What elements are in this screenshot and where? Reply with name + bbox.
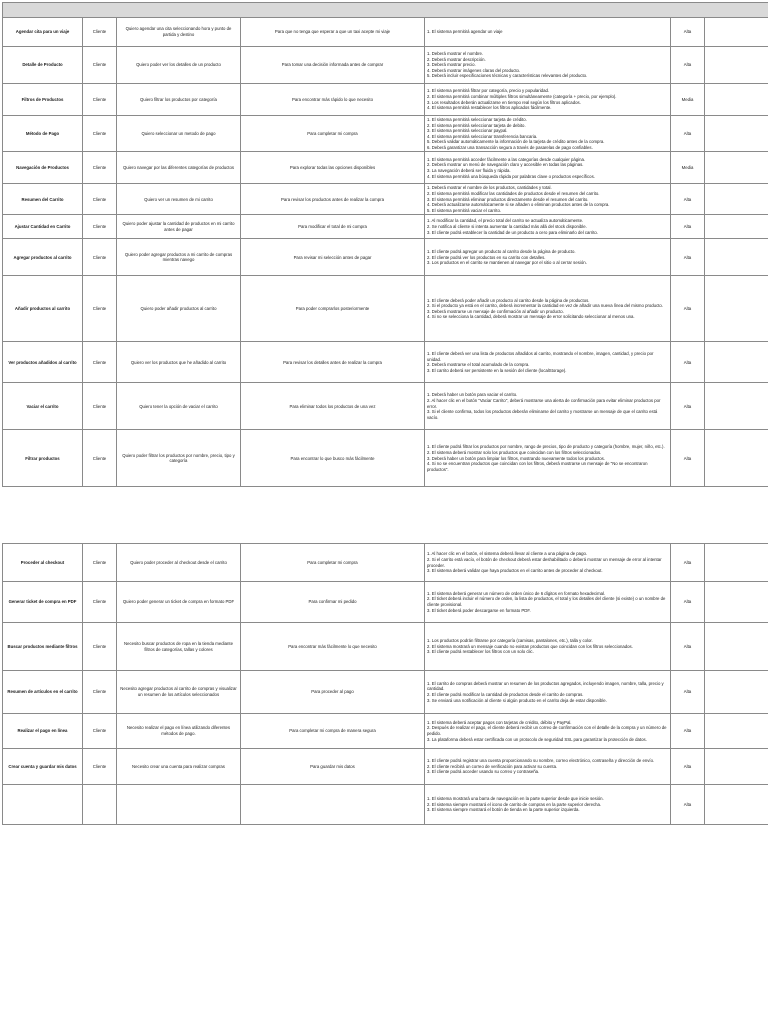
- table-row: [3, 84, 768, 116]
- actor-cell: Cliente: [83, 430, 117, 487]
- table-row: [3, 749, 768, 785]
- extra-cell: [705, 47, 768, 84]
- criteria-cell: 1. Al hacer clic en el botón, el sistema deberá llevar al cliente a una página de pago. 2. Si el carrito está vacío, el botón de checkout deberá estar deshabilitado o deberá mostrar un mensaje de error al intentar proceder. 3. El sistema deberá validar que haya productos en el carrito antes de proceder al checkout.: [425, 544, 671, 582]
- priority-cell: Alta: [671, 47, 705, 84]
- criteria-cell: 1. Los productos podrán filtrarse por categoría (camisas, pantalones, etc.), talla y color. 2. El sistema mostrará un mensaje cuando no existan productos que coincidan con los filtros seleccionados. 3. El cliente podrá restablecer los filtros con un solo clic.: [425, 623, 671, 671]
- extra-cell: [705, 582, 768, 623]
- priority-cell: Alta: [671, 116, 705, 152]
- actor-cell: Cliente: [83, 582, 117, 623]
- why-cell: Para tomar una decisión informada antes de comprar: [241, 47, 425, 84]
- want-cell: Quiero poder filtrar los productos por nombre, precio, tipo y categoría: [117, 430, 241, 487]
- why-cell: Para explorar todas las opciones disponibles: [241, 152, 425, 184]
- why-cell: Para completar mi compra: [241, 116, 425, 152]
- priority-cell: Alta: [671, 342, 705, 383]
- header-band-cell: [3, 3, 768, 18]
- table-row: [3, 785, 768, 825]
- story-cell: Método de Pago: [3, 116, 83, 152]
- want-cell: Quiero filtrar los productos por categoría: [117, 84, 241, 116]
- criteria-cell: 1. Deberá mostrar el nombre. 2. Deberá mostrar descripción. 3. Deberá mostrar precio. 4. Deberá mostrar imágenes claras del producto. 5. Deberá incluir especificaciones técnicas y características relevantes del producto.: [425, 47, 671, 84]
- table-row: [3, 342, 768, 383]
- criteria-cell: 1. El sistema permitirá seleccionar tarjeta de crédito. 2. El sistema permitirá seleccionar tarjeta de debito. 3. El sistema permitirá seleccionar paypal. 4. El sistema permitirá seleccionar transferencia bancaria. 5. Deberá validar automáticamente la información de la tarjeta de crédito antes de la compra. 6. Deberá garantizar una transacción segura a través de pasarelas de pago confiables.: [425, 116, 671, 152]
- table-row: [3, 582, 768, 623]
- actor-cell: Cliente: [83, 84, 117, 116]
- want-cell: [117, 785, 241, 825]
- want-cell: Quiero poder proceder al checkout desde el carrito: [117, 544, 241, 582]
- actor-cell: Cliente: [83, 623, 117, 671]
- actor-cell: Cliente: [83, 215, 117, 239]
- criteria-cell: 1. El sistema deberá aceptar pagos con tarjetas de crédito, débito y PayPal. 2. Después de realizar el pago, el cliente deberá recibir un correo de confirmación con el detalle de la compra y un número de pedido. 3. La plataforma deberá estar certificada con un protocolo de seguridad SSL para garantizar la protección de datos.: [425, 714, 671, 749]
- actor-cell: Cliente: [83, 184, 117, 215]
- story-cell: Filtros de Productos: [3, 84, 83, 116]
- table-row: [3, 215, 768, 239]
- actor-cell: Cliente: [83, 47, 117, 84]
- table-row: [3, 623, 768, 671]
- extra-cell: [705, 239, 768, 276]
- table-row: [3, 239, 768, 276]
- priority-cell: Alta: [671, 215, 705, 239]
- criteria-cell: 1. Al modificar la cantidad, el precio total del carrito se actualiza automáticamente. 2. Se notifica al cliente si intenta aumentar la cantidad más allá del stock disponible. 3. El cliente podrá establecer la cantidad de un producto a cero para eliminarlo del carrito.: [425, 215, 671, 239]
- table-row: [3, 383, 768, 430]
- why-cell: Para completar mi compra de manera segura: [241, 714, 425, 749]
- story-cell: Vaciar el carrito: [3, 383, 83, 430]
- criteria-cell: 1. El sistema mostrará una barra de navegación en la parte superior desde que inicie sesión. 2. El sistema siempre mostrará el icono de carrito de compras en la parte superior derecha. 3. El sistema siempre mostrará el botón de tienda en la parte superior izquierda.: [425, 785, 671, 825]
- extra-cell: [705, 18, 768, 47]
- actor-cell: Cliente: [83, 383, 117, 430]
- priority-cell: Alta: [671, 239, 705, 276]
- want-cell: Quiero agendar una cita seleccionando hora y punto de partida y destino: [117, 18, 241, 47]
- story-cell: Resumen de artículos en el carrito: [3, 671, 83, 714]
- priority-cell: Media: [671, 152, 705, 184]
- actor-cell: Cliente: [83, 671, 117, 714]
- criteria-cell: 1. El sistema permitirá agendar un viaje: [425, 18, 671, 47]
- want-cell: Necesito buscar productos de ropa en la tienda mediante filtros de categorías, tallas y colores: [117, 623, 241, 671]
- actor-cell: Cliente: [83, 116, 117, 152]
- want-cell: Necesito crear una cuenta para realizar compras: [117, 749, 241, 785]
- actor-cell: Cliente: [83, 18, 117, 47]
- want-cell: Quiero seleccionar un metodo de pago: [117, 116, 241, 152]
- priority-cell: Alta: [671, 671, 705, 714]
- priority-cell: Alta: [671, 623, 705, 671]
- priority-cell: Alta: [671, 430, 705, 487]
- why-cell: Para eliminar todos los productos de una vez: [241, 383, 425, 430]
- table-row: [3, 47, 768, 84]
- why-cell: Para revisar los detalles antes de realizar la compra: [241, 342, 425, 383]
- criteria-cell: 1. El cliente podrá agregar un producto al carrito desde la página de producto. 2. El cliente podrá ver los productos en su carrito con detalles. 3. Los productos en el carrito se mantienen al navegar por el sitio o al cerrar sesión.: [425, 239, 671, 276]
- criteria-cell: 1. El cliente deberá ver una lista de productos añadidos al carrito, mostrando el nombre, imagen, cantidad, y precio por unidad. 2. Deberá mostrarse el total acumulado de la compra. 3. El carrito deberá ser persistente en la sesión del cliente (localStorage).: [425, 342, 671, 383]
- priority-cell: Alta: [671, 18, 705, 47]
- actor-cell: Cliente: [83, 544, 117, 582]
- why-cell: Para modificar el total de mi compra: [241, 215, 425, 239]
- why-cell: Para que no tenga que esperar a que un taxi acepte mi viaje: [241, 18, 425, 47]
- want-cell: Quiero navegar por las diferentes categorías de productos: [117, 152, 241, 184]
- criteria-cell: 1. El sistema permitirá acceder fácilmente a las categorías desde cualquier página. 2. Deberá mostrar un menú de navegación claro y accesible en todas las páginas. 3. La navegación deberá ser fluida y rápida. 4. El sistema permitirá una búsqueda rápida por palabras clave o productos específicos.: [425, 152, 671, 184]
- priority-cell: Alta: [671, 544, 705, 582]
- table-row: [3, 152, 768, 184]
- want-cell: Quiero ver los productos que he añadido al carrito: [117, 342, 241, 383]
- priority-cell: Media: [671, 84, 705, 116]
- story-cell: Buscar productos mediante filtros: [3, 623, 83, 671]
- story-cell: Crear cuenta y guardar mis datos: [3, 749, 83, 785]
- table-row: [3, 18, 768, 47]
- want-cell: Quiero tener la opción de vaciar el carrito: [117, 383, 241, 430]
- priority-cell: Alta: [671, 785, 705, 825]
- actor-cell: Cliente: [83, 152, 117, 184]
- story-cell: Agregar productos al carrito: [3, 239, 83, 276]
- extra-cell: [705, 785, 768, 825]
- why-cell: Para poder comprarlos posteriormente: [241, 276, 425, 342]
- story-cell: Resumen del Carrito: [3, 184, 83, 215]
- want-cell: Quiero poder añadir productos al carrito: [117, 276, 241, 342]
- actor-cell: [83, 785, 117, 825]
- extra-cell: [705, 544, 768, 582]
- why-cell: Para proceder al pago: [241, 671, 425, 714]
- story-cell: Proceder al checkout: [3, 544, 83, 582]
- extra-cell: [705, 671, 768, 714]
- criteria-cell: 1. El sistema permitirá filtrar por categoría, precio y popularidad. 2. El sistema permitirá combinar múltiples filtros simultáneamente (categoría + precio, por ejemplo). 3. Los resultados deberán actualizarse en tiempo real según los filtros aplicados. 4. El sistema permitirá restablecer los filtros aplicados fácilmente.: [425, 84, 671, 116]
- criteria-cell: 1. El carrito de compras deberá mostrar un resumen de los productos agregados, incluyendo imagen, nombre, talla, precio y cantidad. 2. El cliente podrá modificar la cantidad de productos desde el carrito de compras. 3. Se enviará una notificación al cliente si algún producto en el carrito deja de estar disponible.: [425, 671, 671, 714]
- story-cell: [3, 785, 83, 825]
- want-cell: Necesito realizar el pago en línea utilizando diferentes métodos de pago.: [117, 714, 241, 749]
- extra-cell: [705, 116, 768, 152]
- table-row: [3, 184, 768, 215]
- why-cell: Para completar mi compra: [241, 544, 425, 582]
- priority-cell: Alta: [671, 714, 705, 749]
- story-cell: Agendar cita para un viaje: [3, 18, 83, 47]
- extra-cell: [705, 714, 768, 749]
- extra-cell: [705, 84, 768, 116]
- table-row: [3, 544, 768, 582]
- table-row: [3, 714, 768, 749]
- story-cell: Detalle de Producto: [3, 47, 83, 84]
- why-cell: Para encontrar más rápido lo que necesito: [241, 84, 425, 116]
- story-cell: Realizar el pago en línea: [3, 714, 83, 749]
- extra-cell: [705, 749, 768, 785]
- criteria-cell: 1. El cliente deberá poder añadir un producto al carrito desde la página de productos. 2. Si el producto ya está en el carrito, deberá incrementar la cantidad en vez de añadir una nueva línea del mismo producto. 3. Deberá mostrarse un mensaje de confirmación al añadir un producto. 4. Si no se selecciona la cantidad, deberá mostrar un mensaje de error solicitando seleccionar al menos una.: [425, 276, 671, 342]
- table-row: [3, 430, 768, 487]
- extra-cell: [705, 184, 768, 215]
- criteria-cell: 1. El cliente podrá registrar una cuenta proporcionando su nombre, correo electrónico, contraseña y dirección de envío. 2. El cliente recibirá un correo de verificación para activar su cuenta. 3. El cliente podrá acceder usando su correo y contraseña.: [425, 749, 671, 785]
- table-row: [3, 671, 768, 714]
- want-cell: Necesito agregar productos al carrito de compras y visualizar un resumen de los artículos seleccionados: [117, 671, 241, 714]
- extra-cell: [705, 152, 768, 184]
- priority-cell: Alta: [671, 582, 705, 623]
- want-cell: Quiero poder ver los detalles de un producto: [117, 47, 241, 84]
- actor-cell: Cliente: [83, 342, 117, 383]
- why-cell: Para guardar mis datos: [241, 749, 425, 785]
- header-band: [3, 3, 768, 18]
- extra-cell: [705, 383, 768, 430]
- criteria-cell: 1. El cliente podrá filtrar los productos por nombre, rango de precios, tipo de producto y categoría (hombre, mujer, niño, etc.). 2. El sistema deberá mostrar solo los productos que coincidan con los filtros seleccionados. 3. Deberá haber un botón para limpiar los filtros, mostrando nuevamente todos los productos. 4. Si no se encuentran productos que coincidan con los filtros, deberá mostrarse un mensaje de "No se encontraron productos".: [425, 430, 671, 487]
- priority-cell: Alta: [671, 276, 705, 342]
- story-cell: Añadir productos al carrito: [3, 276, 83, 342]
- story-cell: Filtrar productos: [3, 430, 83, 487]
- extra-cell: [705, 342, 768, 383]
- want-cell: Quiero ver un resumen de mi carrito: [117, 184, 241, 215]
- priority-cell: Alta: [671, 383, 705, 430]
- extra-cell: [705, 276, 768, 342]
- story-cell: Ajustar Cantidad en Carrito: [3, 215, 83, 239]
- why-cell: Para revisar los productos antes de realizar la compra: [241, 184, 425, 215]
- criteria-cell: 1. El sistema deberá generar un número de orden único de 6 dígitos en formato hexadecimal. 2. El ticket deberá incluir el número de orden, la lista de productos, el total y los detalles del cliente (si existe) o un nombre de cliente provisional. 3. El ticket deberá poder descargarse en formato PDF.: [425, 582, 671, 623]
- criteria-cell: 1. Deberá mostrar el nombre de los productos, cantidades y total. 2. El sistema permitirá modificar las cantidades de productos desde el resumen del carrito. 3. El sistema permitirá eliminar productos directamente desde el resumen del carrito. 4. Deberá actualizarse automáticamente si se añaden o eliminan productos antes de la compra. 5. El sistema permitirá vaciar el carrito.: [425, 184, 671, 215]
- priority-cell: Alta: [671, 184, 705, 215]
- criteria-cell: 1. Deberá haber un botón para vaciar el carrito. 2. Al hacer clic en el botón "Vaciar Carrito", deberá mostrarse una alerta de confirmación para evitar eliminar productos por error. 3. Si el cliente confirma, todos los productos deberán eliminarse del carrito y mostrarse un mensaje de que el carrito está vacío.: [425, 383, 671, 430]
- extra-cell: [705, 430, 768, 487]
- why-cell: Para confirmar mi pedido: [241, 582, 425, 623]
- extra-cell: [705, 623, 768, 671]
- story-cell: Ver productos añadidos al carrito: [3, 342, 83, 383]
- actor-cell: Cliente: [83, 749, 117, 785]
- story-cell: Navegación de Productos: [3, 152, 83, 184]
- actor-cell: Cliente: [83, 714, 117, 749]
- why-cell: Para revisar mi selección antes de pagar: [241, 239, 425, 276]
- why-cell: Para encontrar lo que busco más fácilmente: [241, 430, 425, 487]
- extra-cell: [705, 215, 768, 239]
- why-cell: Para encontrar más fácilmente lo que necesito: [241, 623, 425, 671]
- user-stories-table-1: [2, 2, 768, 487]
- want-cell: Quiero poder generar un ticket de compra en formato PDF: [117, 582, 241, 623]
- want-cell: Quiero poder ajustar la cantidad de productos en mi carrito antes de pagar: [117, 215, 241, 239]
- table-row: [3, 276, 768, 342]
- priority-cell: Alta: [671, 749, 705, 785]
- why-cell: [241, 785, 425, 825]
- actor-cell: Cliente: [83, 239, 117, 276]
- actor-cell: Cliente: [83, 276, 117, 342]
- user-stories-table-2: [2, 543, 768, 825]
- want-cell: Quiero poder agregar productos a mi carrito de compras mientras navego: [117, 239, 241, 276]
- story-cell: Generar ticket de compra en PDF: [3, 582, 83, 623]
- table-row: [3, 116, 768, 152]
